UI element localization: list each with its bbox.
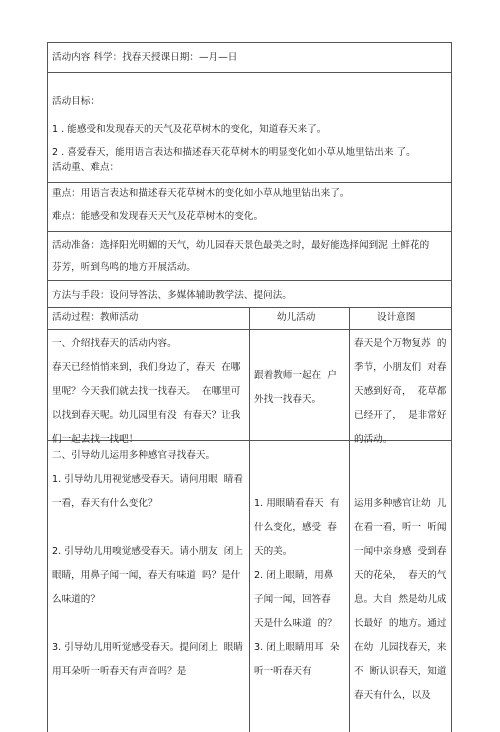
lesson-title: 活动内容 科学：找春天授课日期：—月—日 — [52, 52, 238, 63]
column-divider — [249, 307, 250, 732]
rule — [47, 280, 452, 281]
rule — [47, 182, 452, 183]
methods-text: 方法与手段：设问导答法、多媒体辅助教学法、提问法。 — [52, 290, 292, 301]
rule — [47, 231, 452, 232]
column-header-teacher: 活动过程：教师活动 — [52, 312, 139, 323]
goal-item-2: 2 . 喜爱春天，能用语言表达和描述春天花草树木的明显变化如小草从地里钻出来 了。 — [52, 147, 416, 158]
goals-heading: 活动目标： — [52, 96, 100, 107]
preparation-line-2: 芬芳，听到鸟鸣的地方开展活动。 — [52, 262, 196, 273]
goal-item-1: 1 . 能感受和发现春天的天气及花草树木的变化，知道春天来了。 — [52, 124, 327, 135]
key-point: 重点：用语言表达和描述春天花草树木的变化如小草从地里钻出来了。 — [52, 188, 350, 199]
difficult-point: 难点：能感受和发现春天天气及花草树木的变化。 — [52, 211, 264, 222]
column-header-intent: 设计意图 — [377, 312, 416, 323]
lesson-plan-document — [47, 42, 452, 732]
row1-teacher-activity: 一、介绍找春天的活动内容。 春天已经悄悄来到，我们身边了，春天 在哪里呢？今天我们就去找一找春天。 在哪里可以找到春天呢。幼儿园里有没 有春天？让我们一起去找一找吧！ — [52, 338, 241, 445]
rule — [47, 72, 452, 73]
column-header-child: 幼儿活动 — [277, 312, 316, 323]
row2-teacher-activity: 二、引导幼儿运用多种感官寻找春天。 1. 引导幼儿用视觉感受春天。请问用眼 睛看一看，春天有什么变化？ 2. 引导幼儿用嗅觉感受春天。请小朋友 闭上眼睛，用鼻子闻一闻，春天有味道 吗？是什么味道的？ 3. 引导幼儿用听觉感受春天。提问闭上 眼睛用耳朵听一听春天有声音吗？是 — [52, 450, 243, 677]
row2-design-intent: 运用多种感官让幼 儿在看一看，听一 听闻一闻中亲身感 受到春天的花朵， 春天的气息。大自 然是幼儿成长最好 的地方。通过在幼 儿园找春天，来不 断认识春天，知道 春天有什么，以及 — [354, 498, 447, 701]
preparation-line-1: 活动准备：选择阳光明媚的天气，幼儿园春天景色最美之时，最好能选择闻到泥 土鲜花的 — [52, 240, 430, 251]
row2-child-activity: 1. 用眼睛看春天 有什么变化，感受 春天的美。 2. 闭上眼睛，用鼻 子闻一闻，回答春 天是什么味道 的？ 3. 闭上眼睛用耳 朵听一听春天有 — [254, 498, 340, 677]
row1-design-intent: 春天是个万物复苏 的季节，小朋友们 对春天感到好奇， 花草都已经开了， 是非常好的活动。 — [354, 338, 447, 445]
key-points-heading: 活动重、难点： — [52, 162, 120, 173]
column-divider — [349, 307, 350, 732]
row1-child-activity: 跟着教师一起在 户外找一找春天。 — [254, 370, 337, 405]
